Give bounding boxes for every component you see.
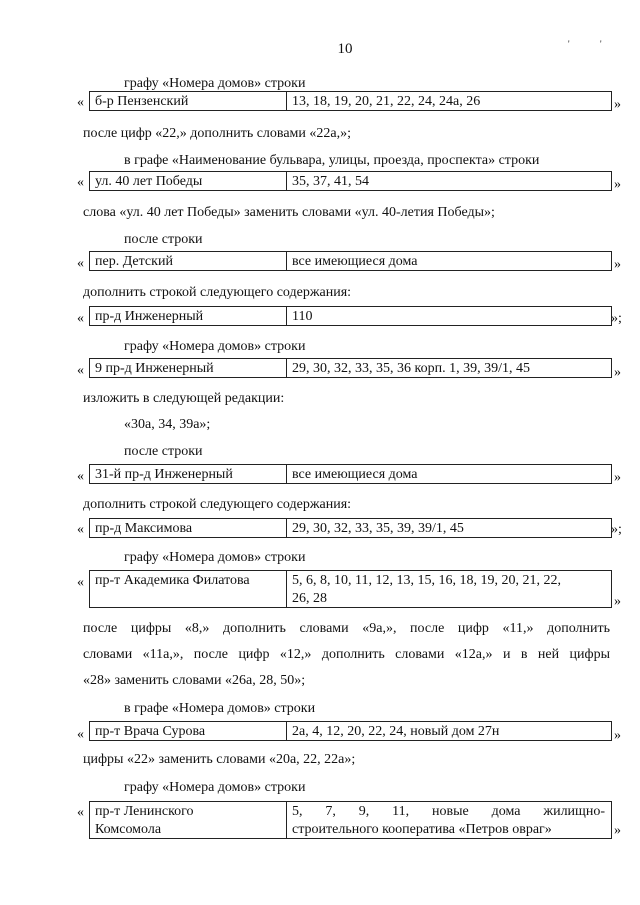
house-numbers: 26, 28 bbox=[292, 591, 327, 606]
text-line: слова «ул. 40 лет Победы» заменить словами «ул. 40-летия Победы»; bbox=[83, 205, 495, 220]
text-line: дополнить строкой следующего содержания: bbox=[83, 497, 352, 512]
text-line: графу «Номера домов» строки bbox=[124, 76, 306, 91]
open-quote: « bbox=[77, 175, 84, 190]
text-line: в графе «Номера домов» строки bbox=[124, 701, 316, 716]
text-line-justified: после цифры «8,» дополнить словами «9а,», после цифр «11,» дополнить bbox=[83, 621, 610, 636]
street-name: пр-т Врача Сурова bbox=[95, 724, 206, 739]
house-numbers: строительного кооператива «Петров овраг» bbox=[292, 822, 552, 837]
house-numbers: 5, 7, 9, 11, новые дома жилищно- bbox=[292, 804, 605, 819]
house-numbers: все имеющиеся дома bbox=[292, 467, 418, 482]
close-quote: » bbox=[614, 823, 621, 838]
close-quote: »; bbox=[611, 522, 622, 537]
text-line: после строки bbox=[124, 444, 203, 459]
house-numbers: 2а, 4, 12, 20, 22, 24, новый дом 27н bbox=[292, 724, 500, 739]
close-quote: » bbox=[614, 728, 621, 743]
house-numbers: 29, 30, 32, 33, 35, 39, 39/1, 45 bbox=[292, 521, 464, 536]
open-quote: « bbox=[77, 363, 84, 378]
street-name: Комсомола bbox=[95, 822, 162, 837]
corner-mark: ' bbox=[568, 39, 570, 49]
text-line: в графе «Наименование бульвара, улицы, проезда, проспекта» строки bbox=[124, 153, 540, 168]
text-line: «30а, 34, 39а»; bbox=[124, 417, 211, 432]
street-name: пр-т Академика Филатова bbox=[95, 573, 250, 588]
table-row bbox=[89, 570, 612, 608]
close-quote: » bbox=[614, 365, 621, 380]
text-line-justified: словами «11а,», после цифр «12,» дополнить словами «12а,» и в ней цифры bbox=[83, 647, 610, 662]
house-numbers: 5, 6, 8, 10, 11, 12, 13, 15, 16, 18, 19, 20, 21, 22, bbox=[292, 573, 561, 588]
text-line: графу «Номера домов» строки bbox=[124, 780, 306, 795]
page-number: 10 bbox=[337, 41, 353, 57]
table-row bbox=[89, 91, 612, 111]
open-quote: « bbox=[77, 575, 84, 590]
street-name: 31-й пр-д Инженерный bbox=[95, 467, 233, 482]
table-row bbox=[89, 251, 612, 271]
open-quote: « bbox=[77, 522, 84, 537]
text-line: после цифр «22,» дополнить словами «22а,»; bbox=[83, 126, 352, 141]
street-name: пр-д Максимова bbox=[95, 521, 193, 536]
text-line: «28» заменить словами «26а, 28, 50»; bbox=[83, 673, 306, 688]
open-quote: « bbox=[77, 311, 84, 326]
close-quote: » bbox=[614, 177, 621, 192]
close-quote: » bbox=[614, 470, 621, 485]
house-numbers: 13, 18, 19, 20, 21, 22, 24, 24а, 26 bbox=[292, 94, 481, 109]
close-quote: » bbox=[614, 594, 621, 609]
table-row bbox=[89, 306, 612, 326]
text-line: цифры «22» заменить словами «20а, 22, 22а»; bbox=[83, 752, 356, 767]
street-name: 9 пр-д Инженерный bbox=[95, 361, 214, 376]
close-quote: »; bbox=[611, 311, 622, 326]
open-quote: « bbox=[77, 95, 84, 110]
text-line: графу «Номера домов» строки bbox=[124, 339, 306, 354]
street-name: ул. 40 лет Победы bbox=[95, 174, 203, 189]
street-name: пр-д Инженерный bbox=[95, 309, 204, 324]
table-row bbox=[89, 464, 612, 484]
corner-mark: ' bbox=[600, 39, 602, 49]
table-row bbox=[89, 518, 612, 538]
close-quote: » bbox=[614, 257, 621, 272]
open-quote: « bbox=[77, 256, 84, 271]
table-row bbox=[89, 358, 612, 378]
open-quote: « bbox=[77, 727, 84, 742]
house-numbers: все имеющиеся дома bbox=[292, 254, 418, 269]
text-line: графу «Номера домов» строки bbox=[124, 550, 306, 565]
house-numbers: 35, 37, 41, 54 bbox=[292, 174, 369, 189]
text-line: изложить в следующей редакции: bbox=[83, 391, 285, 406]
table-row bbox=[89, 171, 612, 191]
close-quote: » bbox=[614, 97, 621, 112]
open-quote: « bbox=[77, 469, 84, 484]
street-name: пр-т Ленинского bbox=[95, 804, 194, 819]
street-name: пер. Детский bbox=[95, 254, 173, 269]
house-numbers: 29, 30, 32, 33, 35, 36 корп. 1, 39, 39/1, 45 bbox=[292, 361, 530, 376]
open-quote: « bbox=[77, 805, 84, 820]
street-name: б-р Пензенский bbox=[95, 94, 189, 109]
house-numbers: 110 bbox=[292, 309, 313, 324]
table-row bbox=[89, 801, 612, 839]
text-line: дополнить строкой следующего содержания: bbox=[83, 285, 352, 300]
text-line: после строки bbox=[124, 232, 203, 247]
table-row bbox=[89, 721, 612, 741]
